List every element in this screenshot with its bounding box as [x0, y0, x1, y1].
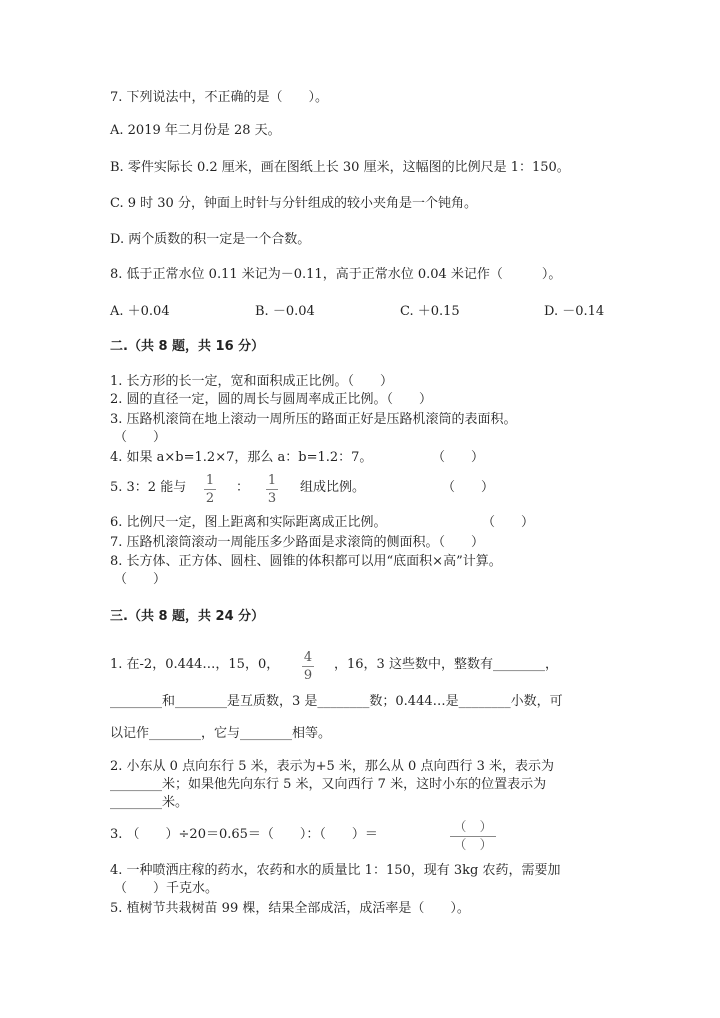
tf-item-3-blank: （ ）: [114, 430, 167, 445]
question-7-option-c: C. 9 时 30 分，钟面上时针与分针组成的较小夹角是一个钝角。: [110, 196, 477, 211]
fill-item-4-line-2: （ ）千克水。: [114, 881, 219, 896]
tf-item-3: 3. 压路机滚筒在地上滚动一周所压的路面正好是压路机滚筒的表面积。: [110, 412, 517, 427]
tf-item-5-suffix: 组成比例。: [300, 480, 366, 495]
fill-item-5: 5. 植树节共栽树苗 99 棵，结果全部成活，成活率是（ ）。: [110, 901, 470, 916]
section-2-heading: 二.（共 8 题，共 16 分）: [110, 339, 265, 354]
question-8-option-d: D. －0.14: [544, 304, 605, 319]
tf-item-6: 6. 比例尺一定，图上距离和实际距离成正比例。: [110, 515, 387, 530]
tf-item-1: 1. 长方形的长一定，宽和面积成正比例。（ ）: [110, 374, 394, 389]
question-8-option-c: C. ＋0.15: [400, 304, 460, 319]
tf-item-5-prefix: 5. 3：2 能与: [110, 480, 187, 495]
fill-item-2-line-3: ________米。: [110, 795, 189, 810]
fill-item-1-suffix: ，16，3 这些数中，整数有________，: [334, 657, 558, 672]
question-8-option-a: A. ＋0.04: [110, 304, 170, 319]
question-8-option-b: B. －0.04: [255, 304, 315, 319]
tf-item-6-blank: （ ）: [482, 515, 535, 530]
denominator: 2: [205, 491, 215, 506]
fill-item-2-line-1: 2. 小东从 0 点向东行 5 米，表示为+5 米，那么从 0 点向西行 3 米，表示为: [110, 759, 554, 774]
fraction-one-third: [266, 473, 278, 506]
fill-item-2-line-2: ________米；如果他先向东行 5 米，又向西行 7 米，这时小东的位置表示为: [110, 777, 547, 792]
tf-item-8: 8. 长方体、正方体、圆柱、圆锥的体积都可以用“底面积×高”计算。: [110, 554, 502, 569]
denominator: 3: [267, 491, 277, 506]
denominator: （ ）: [453, 838, 493, 853]
numerator: （ ）: [453, 820, 493, 835]
tf-item-2: 2. 圆的直径一定，圆的周长与圆周率成正比例。（ ）: [110, 392, 433, 407]
fill-item-3: 3. （ ）÷20＝0.65＝（ ）：（ ）＝: [110, 827, 378, 842]
fill-item-1-prefix: 1. 在-2，0.444…，15，0，: [110, 657, 280, 672]
tf-item-8-blank: （ ）: [114, 572, 167, 587]
tf-item-4-blank: （ ）: [432, 450, 485, 465]
section-3-heading: 三.（共 8 题，共 24 分）: [110, 609, 265, 624]
question-7-option-d: D. 两个质数的积一定是一个合数。: [110, 232, 311, 247]
fill-item-1-line-2: ________和________是互质数，3 是________数；0.444…是________小数，可: [110, 694, 563, 709]
tf-item-7: 7. 压路机滚筒滚动一周能压多少路面是求滚筒的侧面积。（ ）: [110, 535, 485, 550]
numerator: 4: [303, 650, 313, 665]
numerator: 1: [205, 473, 215, 488]
fraction-blank: [450, 820, 496, 853]
question-7-stem: 7. 下列说法中，不正确的是（ ）。: [110, 90, 329, 105]
tf-item-5-blank: （ ）: [442, 480, 495, 495]
tf-item-4: 4. 如果 a×b=1.2×7，那么 a：b=1.2：7。: [110, 450, 373, 465]
fraction-one-half: [204, 473, 216, 506]
numerator: 1: [267, 473, 277, 488]
fill-item-4-line-1: 4. 一种喷洒庄稼的药水，农药和水的质量比 1：150，现有 3kg 农药，需要加: [110, 863, 561, 878]
denominator: 9: [303, 668, 313, 683]
ratio-colon: ：: [236, 480, 250, 495]
question-8-stem: 8. 低于正常水位 0.11 米记为－0.11，高于正常水位 0.04 米记作（ ）。: [110, 267, 562, 282]
question-7-option-a: A. 2019 年二月份是 28 天。: [110, 123, 281, 138]
fraction-four-ninths: [302, 650, 314, 683]
question-7-option-b: B. 零件实际长 0.2 厘米，画在图纸上长 30 厘米，这幅图的比例尺是 1：150。: [110, 160, 570, 175]
fill-item-1-line-3: 以记作________，它与________相等。: [110, 726, 332, 741]
